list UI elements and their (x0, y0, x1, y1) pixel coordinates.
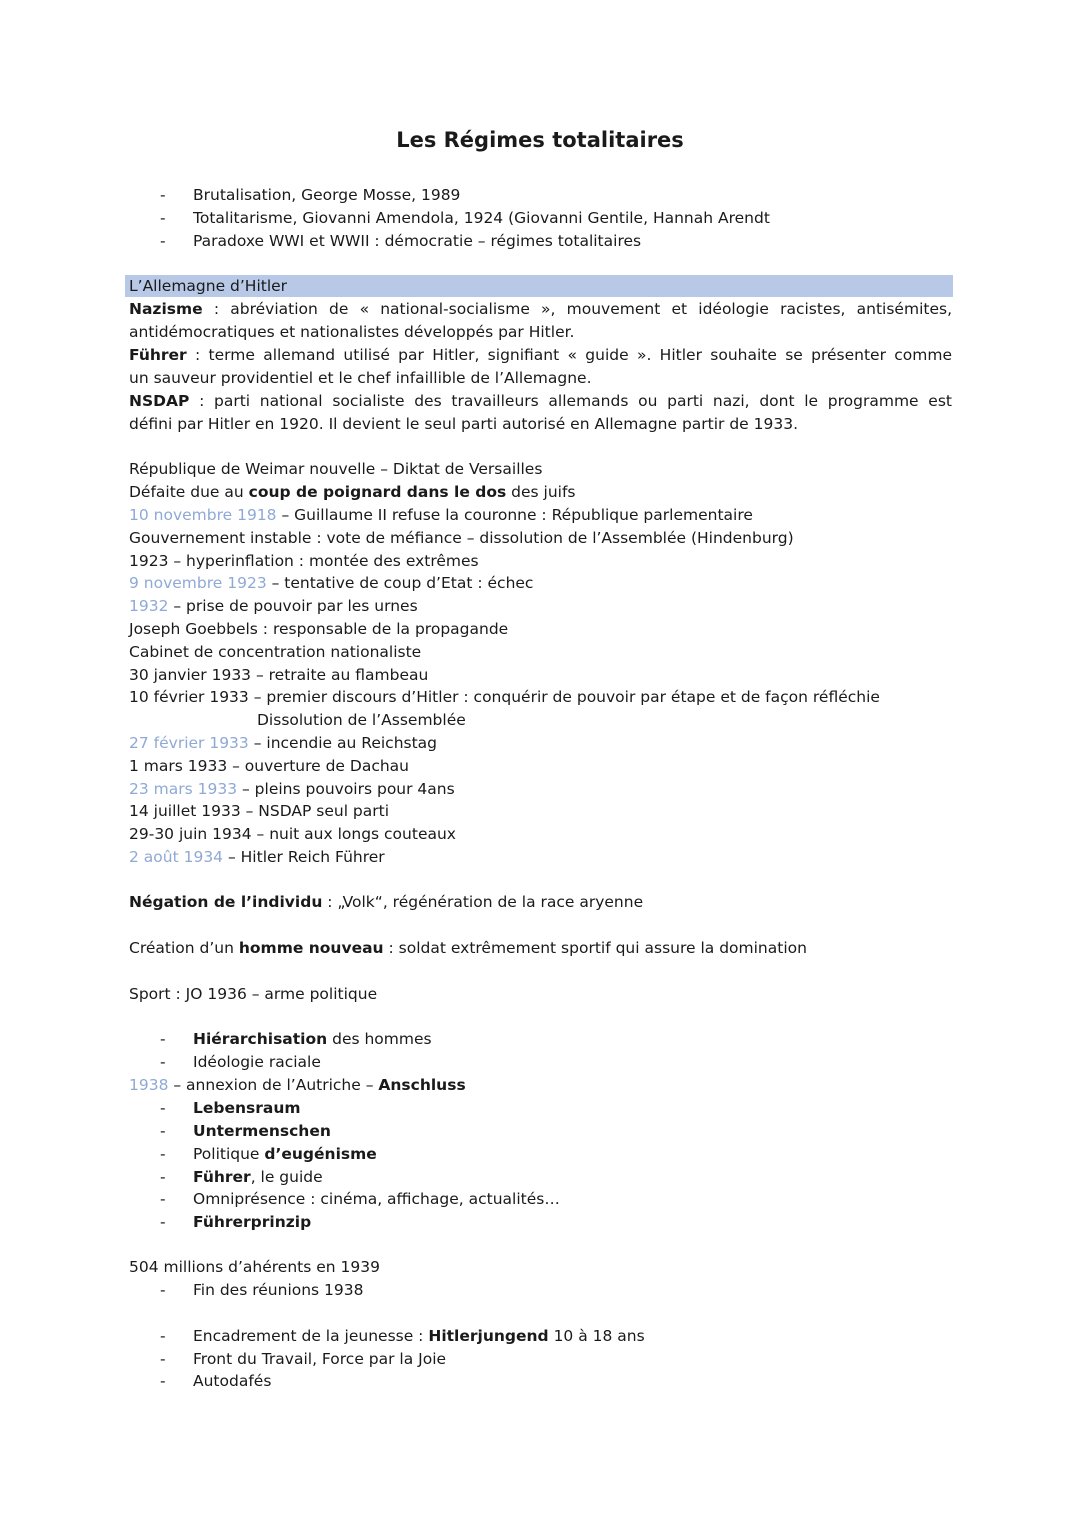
definition-fuhrer: Führer : terme allemand utilisé par Hitler, signifiant « guide ». Hitler souhaite se présenter comme (129, 346, 952, 364)
timeline-line: République de Weimar nouvelle – Diktat de Versailles (129, 460, 543, 478)
timeline-line: 9 novembre 1923 – tentative de coup d’Etat : échec (129, 574, 534, 592)
bullet-dash: - (160, 1327, 166, 1345)
definition-nazisme: Nazisme : abréviation de « national-socialisme », mouvement et idéologie racistes, antisémites, (129, 300, 952, 318)
list-item: Führer, le guide (193, 1168, 323, 1186)
timeline-line: 1 mars 1933 – ouverture de Dachau (129, 757, 409, 775)
list-item: Politique d’eugénisme (193, 1145, 377, 1163)
timeline-line: Cabinet de concentration nationaliste (129, 643, 422, 661)
timeline-date: 2 août 1934 (129, 848, 224, 866)
section-heading: L’Allemagne d’Hitler (129, 277, 288, 295)
list-item: Autodafés (193, 1372, 272, 1390)
term: Führer (129, 346, 187, 364)
timeline-date: 1932 (129, 597, 169, 615)
bullet-dash: - (160, 209, 166, 227)
bullet-dash: - (160, 1281, 166, 1299)
timeline-line: 30 janvier 1933 – retraite au flambeau (129, 666, 429, 684)
bullet-dash: - (160, 1030, 166, 1048)
timeline-line: 1932 – prise de pouvoir par les urnes (129, 597, 418, 615)
timeline-line: 27 février 1933 – incendie au Reichstag (129, 734, 438, 752)
bullet-dash: - (160, 1099, 166, 1117)
negation-line: Négation de l’individu : „Volk“, régénération de la race aryenne (129, 893, 644, 911)
timeline-line: Gouvernement instable : vote de méfiance – dissolution de l’Assemblée (Hindenburg) (129, 529, 794, 547)
list-item: Idéologie raciale (193, 1053, 321, 1071)
bullet-dash: - (160, 1145, 166, 1163)
list-item: Lebensraum (193, 1099, 301, 1117)
bullet-dash: - (160, 1213, 166, 1231)
anschluss-line: 1938 – annexion de l’Autriche – Anschluss (129, 1076, 466, 1094)
bullet-dash: - (160, 1122, 166, 1140)
list-item: Omniprésence : cinéma, affichage, actualités… (193, 1190, 560, 1208)
sport-line: Sport : JO 1936 – arme politique (129, 985, 378, 1003)
definition-nsdap-cont: défini par Hitler en 1920. Il devient le seul parti autorisé en Allemagne partir de 1933. (129, 415, 799, 433)
bullet-dash: - (160, 232, 166, 250)
list-item: Fin des réunions 1938 (193, 1281, 364, 1299)
timeline-line: 10 novembre 1918 – Guillaume II refuse la couronne : République parlementaire (129, 506, 753, 524)
bullet-dash: - (160, 1190, 166, 1208)
intro-bullet: Totalitarisme, Giovanni Amendola, 1924 (Giovanni Gentile, Hannah Arendt (193, 209, 770, 227)
term: NSDAP (129, 392, 190, 410)
bullet-dash: - (160, 1053, 166, 1071)
timeline-date: 27 février 1933 (129, 734, 249, 752)
timeline-line: 2 août 1934 – Hitler Reich Führer (129, 848, 385, 866)
timeline-line: 1923 – hyperinflation : montée des extrêmes (129, 552, 479, 570)
timeline-line: Joseph Goebbels : responsable de la propagande (129, 620, 509, 638)
timeline-date: 9 novembre 1923 (129, 574, 267, 592)
list-item: Führerprinzip (193, 1213, 312, 1231)
timeline-line: 14 juillet 1933 – NSDAP seul parti (129, 802, 390, 820)
list-item: Encadrement de la jeunesse : Hitlerjungend 10 à 18 ans (193, 1327, 645, 1345)
list-item: Hiérarchisation des hommes (193, 1030, 432, 1048)
definition-fuhrer-cont: un sauveur providentiel et le chef infaillible de l’Allemagne. (129, 369, 592, 387)
timeline-date: 10 novembre 1918 (129, 506, 277, 524)
intro-bullet: Brutalisation, George Mosse, 1989 (193, 186, 461, 204)
bullet-dash: - (160, 1350, 166, 1368)
bullet-dash: - (160, 1168, 166, 1186)
definition-nazisme-cont: antidémocratiques et nationalistes développés par Hitler. (129, 323, 575, 341)
timeline-line: 29-30 juin 1934 – nuit aux longs couteaux (129, 825, 456, 843)
term: Nazisme (129, 300, 203, 318)
bullet-dash: - (160, 186, 166, 204)
adherents-line: 504 millions d’ahérents en 1939 (129, 1258, 380, 1276)
timeline-line: Dissolution de l’Assemblée (257, 711, 466, 729)
definition-nsdap: NSDAP : parti national socialiste des travailleurs allemands ou parti nazi, dont le programme est (129, 392, 952, 410)
intro-bullet: Paradoxe WWI et WWII : démocratie – régimes totalitaires (193, 232, 642, 250)
bullet-dash: - (160, 1372, 166, 1390)
timeline-date: 1938 (129, 1076, 169, 1094)
timeline-date: 23 mars 1933 (129, 780, 238, 798)
timeline-line: 23 mars 1933 – pleins pouvoirs pour 4ans (129, 780, 455, 798)
timeline-line: Défaite due au coup de poignard dans le dos des juifs (129, 483, 576, 501)
timeline-line: 10 février 1933 – premier discours d’Hitler : conquérir de pouvoir par étape et de façon réfléchie (129, 688, 880, 706)
list-item: Untermenschen (193, 1122, 331, 1140)
document-title: Les Régimes totalitaires (396, 128, 684, 152)
creation-line: Création d’un homme nouveau : soldat extrêmement sportif qui assure la domination (129, 939, 807, 957)
list-item: Front du Travail, Force par la Joie (193, 1350, 447, 1368)
